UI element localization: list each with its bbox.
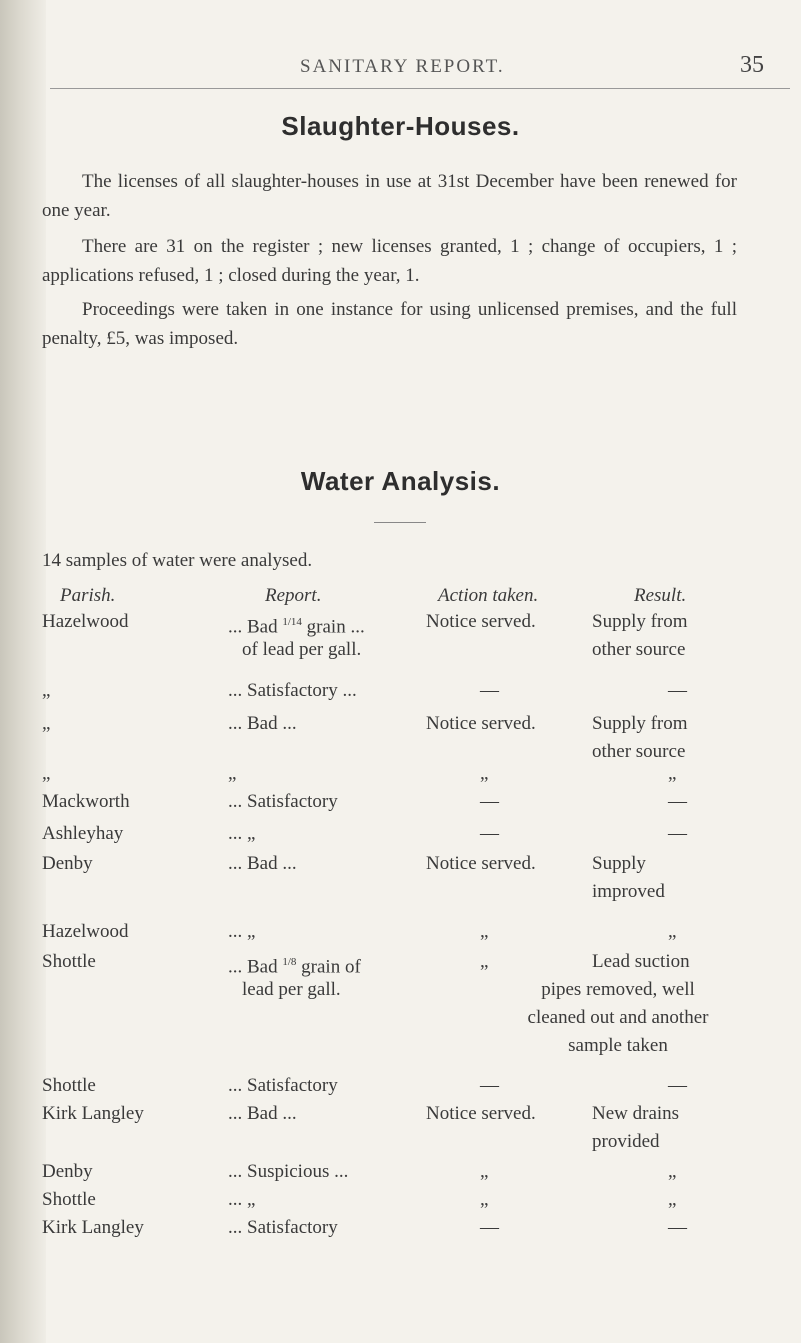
table-cell-action: „ [480, 763, 489, 784]
table-cell-action: „ [480, 1161, 489, 1182]
table-cell-parish: Shottle [42, 1189, 96, 1210]
table-cell-report: ... Bad ... [228, 1103, 297, 1124]
table-cell-parish: „ [42, 763, 51, 784]
table-cell-report: ... Bad $^{1/8}$ grain of [228, 956, 361, 978]
table-cell-parish: Denby [42, 853, 93, 874]
table-cell-report: ... Satisfactory [228, 1217, 338, 1238]
slaughter-paragraph-1: The licenses of all slaughter-houses in use at 31st December have been renewed for one year. [42, 171, 737, 221]
table-cell-result: Lead suction [592, 951, 690, 972]
table-cell-result: — [668, 1217, 687, 1238]
page-number: 35 [740, 52, 764, 78]
table-cell-report: ... Satisfactory ... [228, 680, 357, 701]
col-header-parish: Parish. [60, 585, 116, 606]
table-cell-result-cont: provided [592, 1131, 660, 1152]
col-header-action: Action taken. [438, 585, 539, 606]
table-cell-parish: Hazelwood [42, 611, 129, 632]
table-cell-report: ... Bad ... [228, 853, 297, 874]
slaughter-paragraph-2: There are 31 on the register ; new licenses granted, 1 ; change of occupiers, 1 ; applications refused, 1 ; closed during the year, 1. [42, 236, 737, 286]
table-cell-result-cont: cleaned out and another [527, 1007, 709, 1028]
table-cell-report: ... Bad $^{1/14}$ grain ... [228, 616, 365, 638]
water-intro: 14 samples of water were analysed. [42, 550, 313, 571]
table-cell-action: — [480, 823, 499, 844]
col-header-result: Result. [634, 585, 687, 606]
table-cell-report: „ [228, 763, 237, 784]
table-cell-report: ... „ [228, 823, 256, 844]
slaughter-houses-heading: Slaughter-Houses. [281, 111, 520, 141]
header-rule [50, 88, 790, 89]
table-cell-action: „ [480, 951, 489, 972]
table-cell-action: „ [480, 1189, 489, 1210]
table-cell-result: — [668, 823, 687, 844]
table-cell-action: — [480, 1217, 499, 1238]
table-cell-report-cont: of lead per gall. [242, 639, 362, 660]
table-cell-parish: „ [42, 680, 51, 701]
section-rule [374, 522, 426, 523]
table-cell-result: Supply [592, 853, 646, 874]
table-cell-parish: Ashleyhay [42, 823, 124, 844]
table-cell-action: — [480, 791, 499, 812]
table-cell-result: „ [668, 1189, 677, 1210]
table-cell-result: Supply from [592, 713, 688, 734]
table-cell-result: — [668, 680, 687, 701]
table-cell-parish: Kirk Langley [42, 1103, 144, 1124]
table-cell-report: ... Satisfactory [228, 1075, 338, 1096]
table-cell-report: ... Bad ... [228, 713, 297, 734]
table-cell-parish: Kirk Langley [42, 1217, 144, 1238]
col-header-report: Report. [265, 585, 322, 606]
table-cell-result-cont: pipes removed, well [541, 979, 695, 1000]
table-cell-result: — [668, 1075, 687, 1096]
table-cell-parish: Hazelwood [42, 921, 129, 942]
table-cell-action: Notice served. [426, 853, 536, 874]
table-cell-report: ... „ [228, 921, 256, 942]
slaughter-paragraph-3: Proceedings were taken in one instance for using unlicensed premises, and the full penalty, £5, was imposed. [42, 299, 737, 349]
table-cell-parish: „ [42, 713, 51, 734]
table-cell-result: „ [668, 1161, 677, 1182]
table-cell-action: Notice served. [426, 1103, 536, 1124]
table-cell-action: Notice served. [426, 713, 536, 734]
table-cell-report-cont: lead per gall. [242, 979, 341, 1000]
table-cell-action: — [480, 1075, 499, 1096]
table-cell-result-cont: other source [592, 741, 686, 762]
table-cell-report: ... Suspicious ... [228, 1161, 349, 1182]
table-cell-action: „ [480, 921, 489, 942]
table-cell-result: — [668, 791, 687, 812]
table-cell-result: Supply from [592, 611, 688, 632]
table-cell-parish: Denby [42, 1161, 93, 1182]
table-cell-report: ... „ [228, 1189, 256, 1210]
table-cell-action: — [480, 680, 499, 701]
table-cell-result-cont: sample taken [568, 1035, 668, 1056]
table-cell-result: „ [668, 763, 677, 784]
running-title: SANITARY REPORT. [300, 56, 505, 77]
table-cell-parish: Shottle [42, 951, 96, 972]
water-analysis-heading: Water Analysis. [300, 466, 501, 496]
table-cell-action: Notice served. [426, 611, 536, 632]
table-cell-parish: Shottle [42, 1075, 96, 1096]
table-cell-result: New drains [592, 1103, 680, 1124]
table-cell-result: „ [668, 921, 677, 942]
table-cell-report: ... Satisfactory [228, 791, 338, 812]
table-cell-parish: Mackworth [42, 791, 130, 812]
table-cell-result-cont: other source [592, 639, 686, 660]
table-cell-result-cont: improved [592, 881, 665, 902]
